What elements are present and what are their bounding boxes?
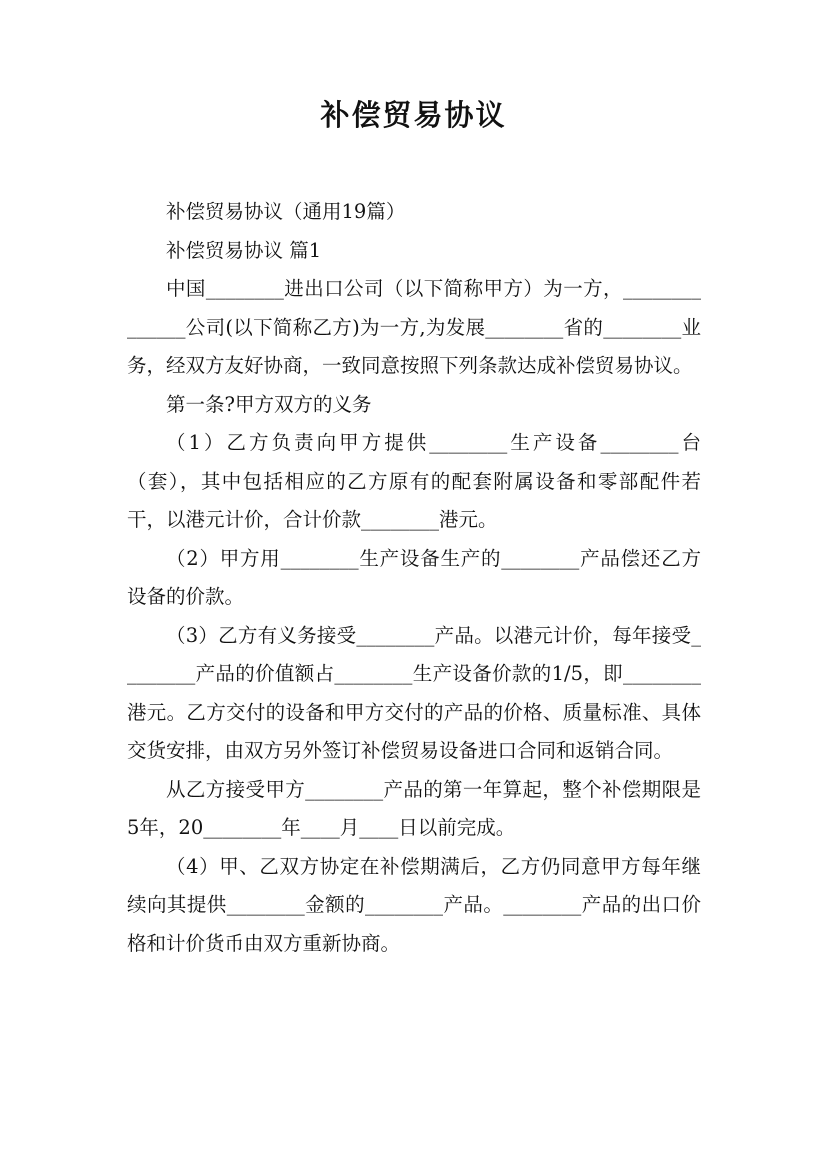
paragraph-compensation-period: 从乙方接受甲方________产品的第一年算起，整个补偿期限是5年，20________年____月____日以前完成。 — [127, 777, 701, 839]
paragraph-clause-2: （2）甲方用________生产设备生产的________产品偿还乙方设备的价款。 — [127, 546, 701, 608]
paragraph-parties: 中国________进出口公司（以下简称甲方）为一方，______________公司(以下简称乙方)为一方,为发展________省的________业务，经双方友好协商，一致同意按照下列条款达成补偿贸易协议。 — [127, 277, 701, 377]
paragraph-subtitle: 补偿贸易协议（通用19篇） — [166, 200, 406, 223]
paragraph-clause-1: （1）乙方负责向甲方提供________生产设备________台（套），其中包括相应的乙方原有的配套附属设备和零部配件若干，以港元计价，合计价款________港元。 — [127, 431, 701, 531]
paragraph-clause-3: （3）乙方有义务接受________产品。以港元计价，每年接受________产品的价值额占________生产设备价款的1/5，即________港元。乙方交付的设备和甲方交付的产品的价格、质量标准、具体交货安排，由双方另外签订补偿贸易设备进口合同和返销合同。 — [127, 623, 701, 762]
paragraph-clause-4: （4）甲、乙双方协定在补偿期满后，乙方仍同意甲方每年继续向其提供________金额的________产品。________产品的出口价格和计价货币由双方重新协商。 — [127, 854, 701, 955]
document-title: 补偿贸易协议 — [320, 98, 507, 132]
document-body — [127, 193, 701, 963]
paragraph-section-heading: 补偿贸易协议 篇1 — [166, 238, 322, 262]
paragraph-article-1-heading: 第一条?甲方双方的义务 — [166, 392, 372, 416]
